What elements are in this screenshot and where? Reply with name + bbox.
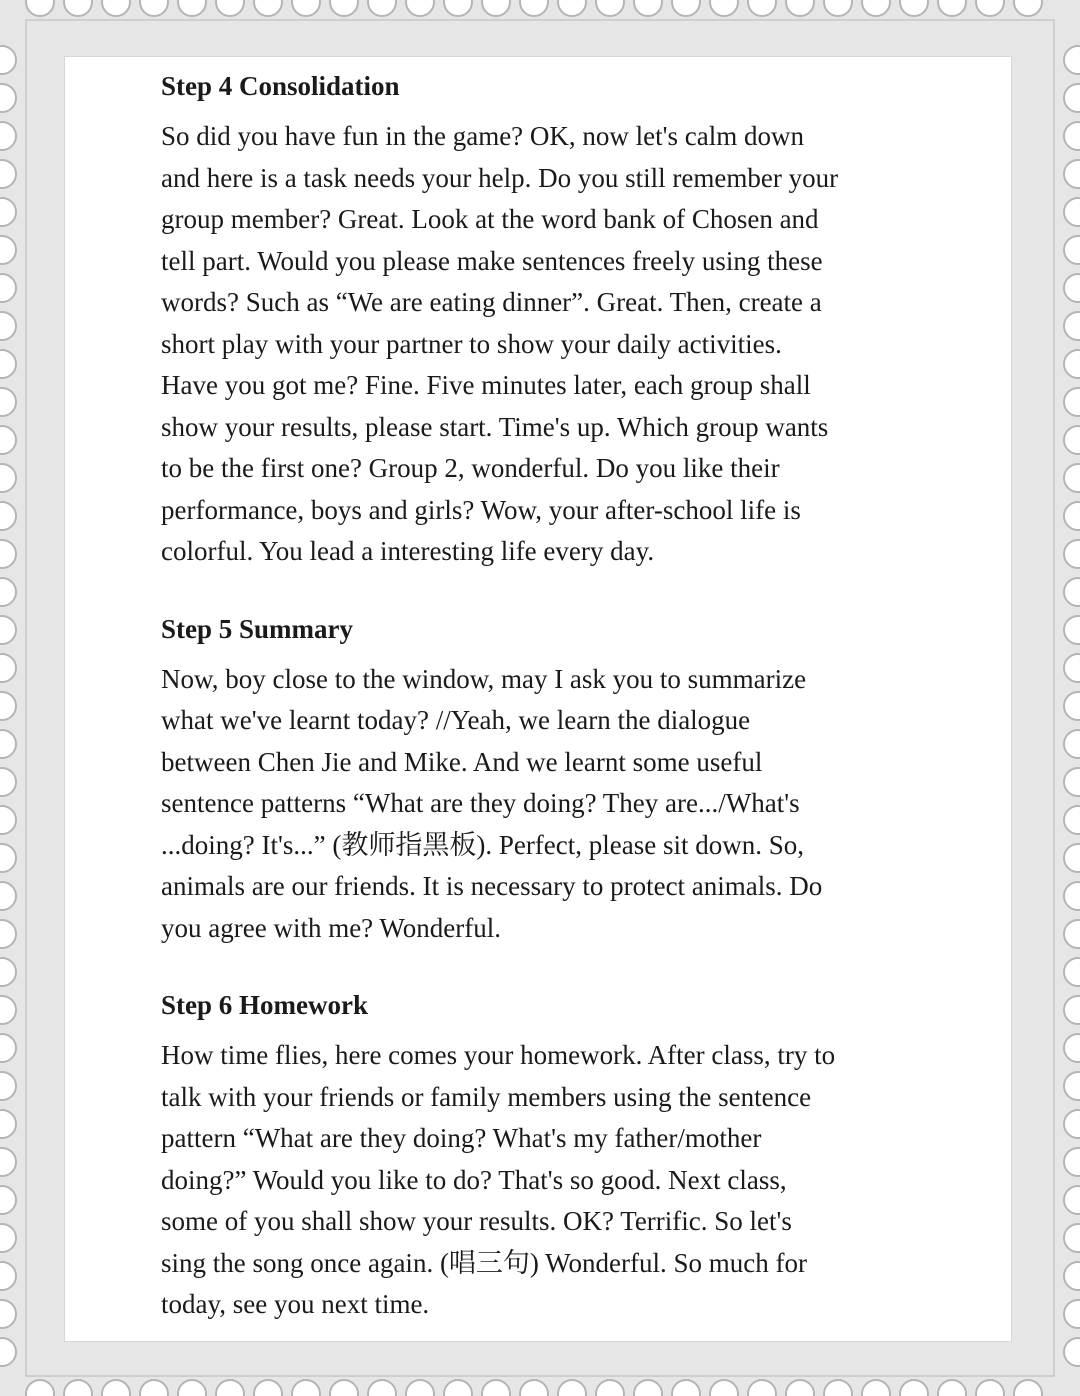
section-step-6 — [161, 985, 901, 1326]
text-line: what we've learnt today? //Yeah, we learn the dialogue — [161, 705, 751, 735]
text-line: and here is a task needs your help. Do you still remember your — [161, 162, 839, 193]
text-line: colorful. You lead a interesting life every day. — [161, 536, 655, 566]
text-line: animals are our friends. It is necessary to protect animals. Do — [161, 871, 823, 901]
text-line: How time flies, here comes your homework. After class, try to — [161, 1040, 836, 1070]
text-line: some of you shall show your results. OK? Terrific. So let's — [161, 1206, 792, 1236]
section-step-5 — [161, 609, 901, 950]
text-line: today, see you next time. — [161, 1289, 430, 1319]
text-line: between Chen Jie and Mike. And we learnt some useful — [161, 746, 763, 777]
text-line: Now, boy close to the window, may I ask you to summarize — [161, 663, 807, 694]
section-step-4 — [161, 66, 901, 573]
text-line: performance, boys and girls? Wow, your after-school life is — [161, 494, 801, 525]
section-body — [161, 659, 901, 950]
text-line: you agree with me? Wonderful. — [161, 912, 501, 943]
text-line: sing the song once again. (唱三句) Wonderful. So much for — [161, 1247, 807, 1278]
text-line: show your results, please start. Time's up. Which group wants — [161, 411, 829, 442]
text-line: words? Such as “We are eating dinner”. Great. Then, create a — [161, 287, 822, 317]
section-heading: Step 6 Homework — [161, 990, 368, 1020]
text-line: talk with your friends or family members using the sentence — [161, 1081, 812, 1112]
text-line: group member? Great. Look at the word bank of Chosen and — [161, 204, 819, 234]
text-line: pattern “What are they doing? What's my father/mother — [161, 1123, 762, 1153]
text-line: tell part. Would you please make sentences freely using these — [161, 245, 823, 276]
text-line: to be the first one? Group 2, wonderful. Do you like their — [161, 453, 780, 483]
text-line: Have you got me? Fine. Five minutes later, each group shall — [161, 370, 811, 400]
section-heading: Step 5 Summary — [161, 613, 354, 644]
section-body — [161, 1035, 901, 1326]
text-line: doing?” Would you like to do? That's so good. Next class, — [161, 1164, 787, 1195]
text-line: sentence patterns “What are they doing? They are.../What's — [161, 788, 800, 818]
section-heading: Step 4 Consolidation — [161, 71, 400, 101]
document-content — [161, 66, 901, 1362]
section-body — [161, 116, 901, 573]
text-line: short play with your partner to show your daily activities. — [161, 328, 782, 359]
text-line: So did you have fun in the game? OK, now let's calm down — [161, 121, 804, 151]
text-line: ...doing? It's...” (教师指黑板). Perfect, please sit down. So, — [161, 829, 805, 860]
